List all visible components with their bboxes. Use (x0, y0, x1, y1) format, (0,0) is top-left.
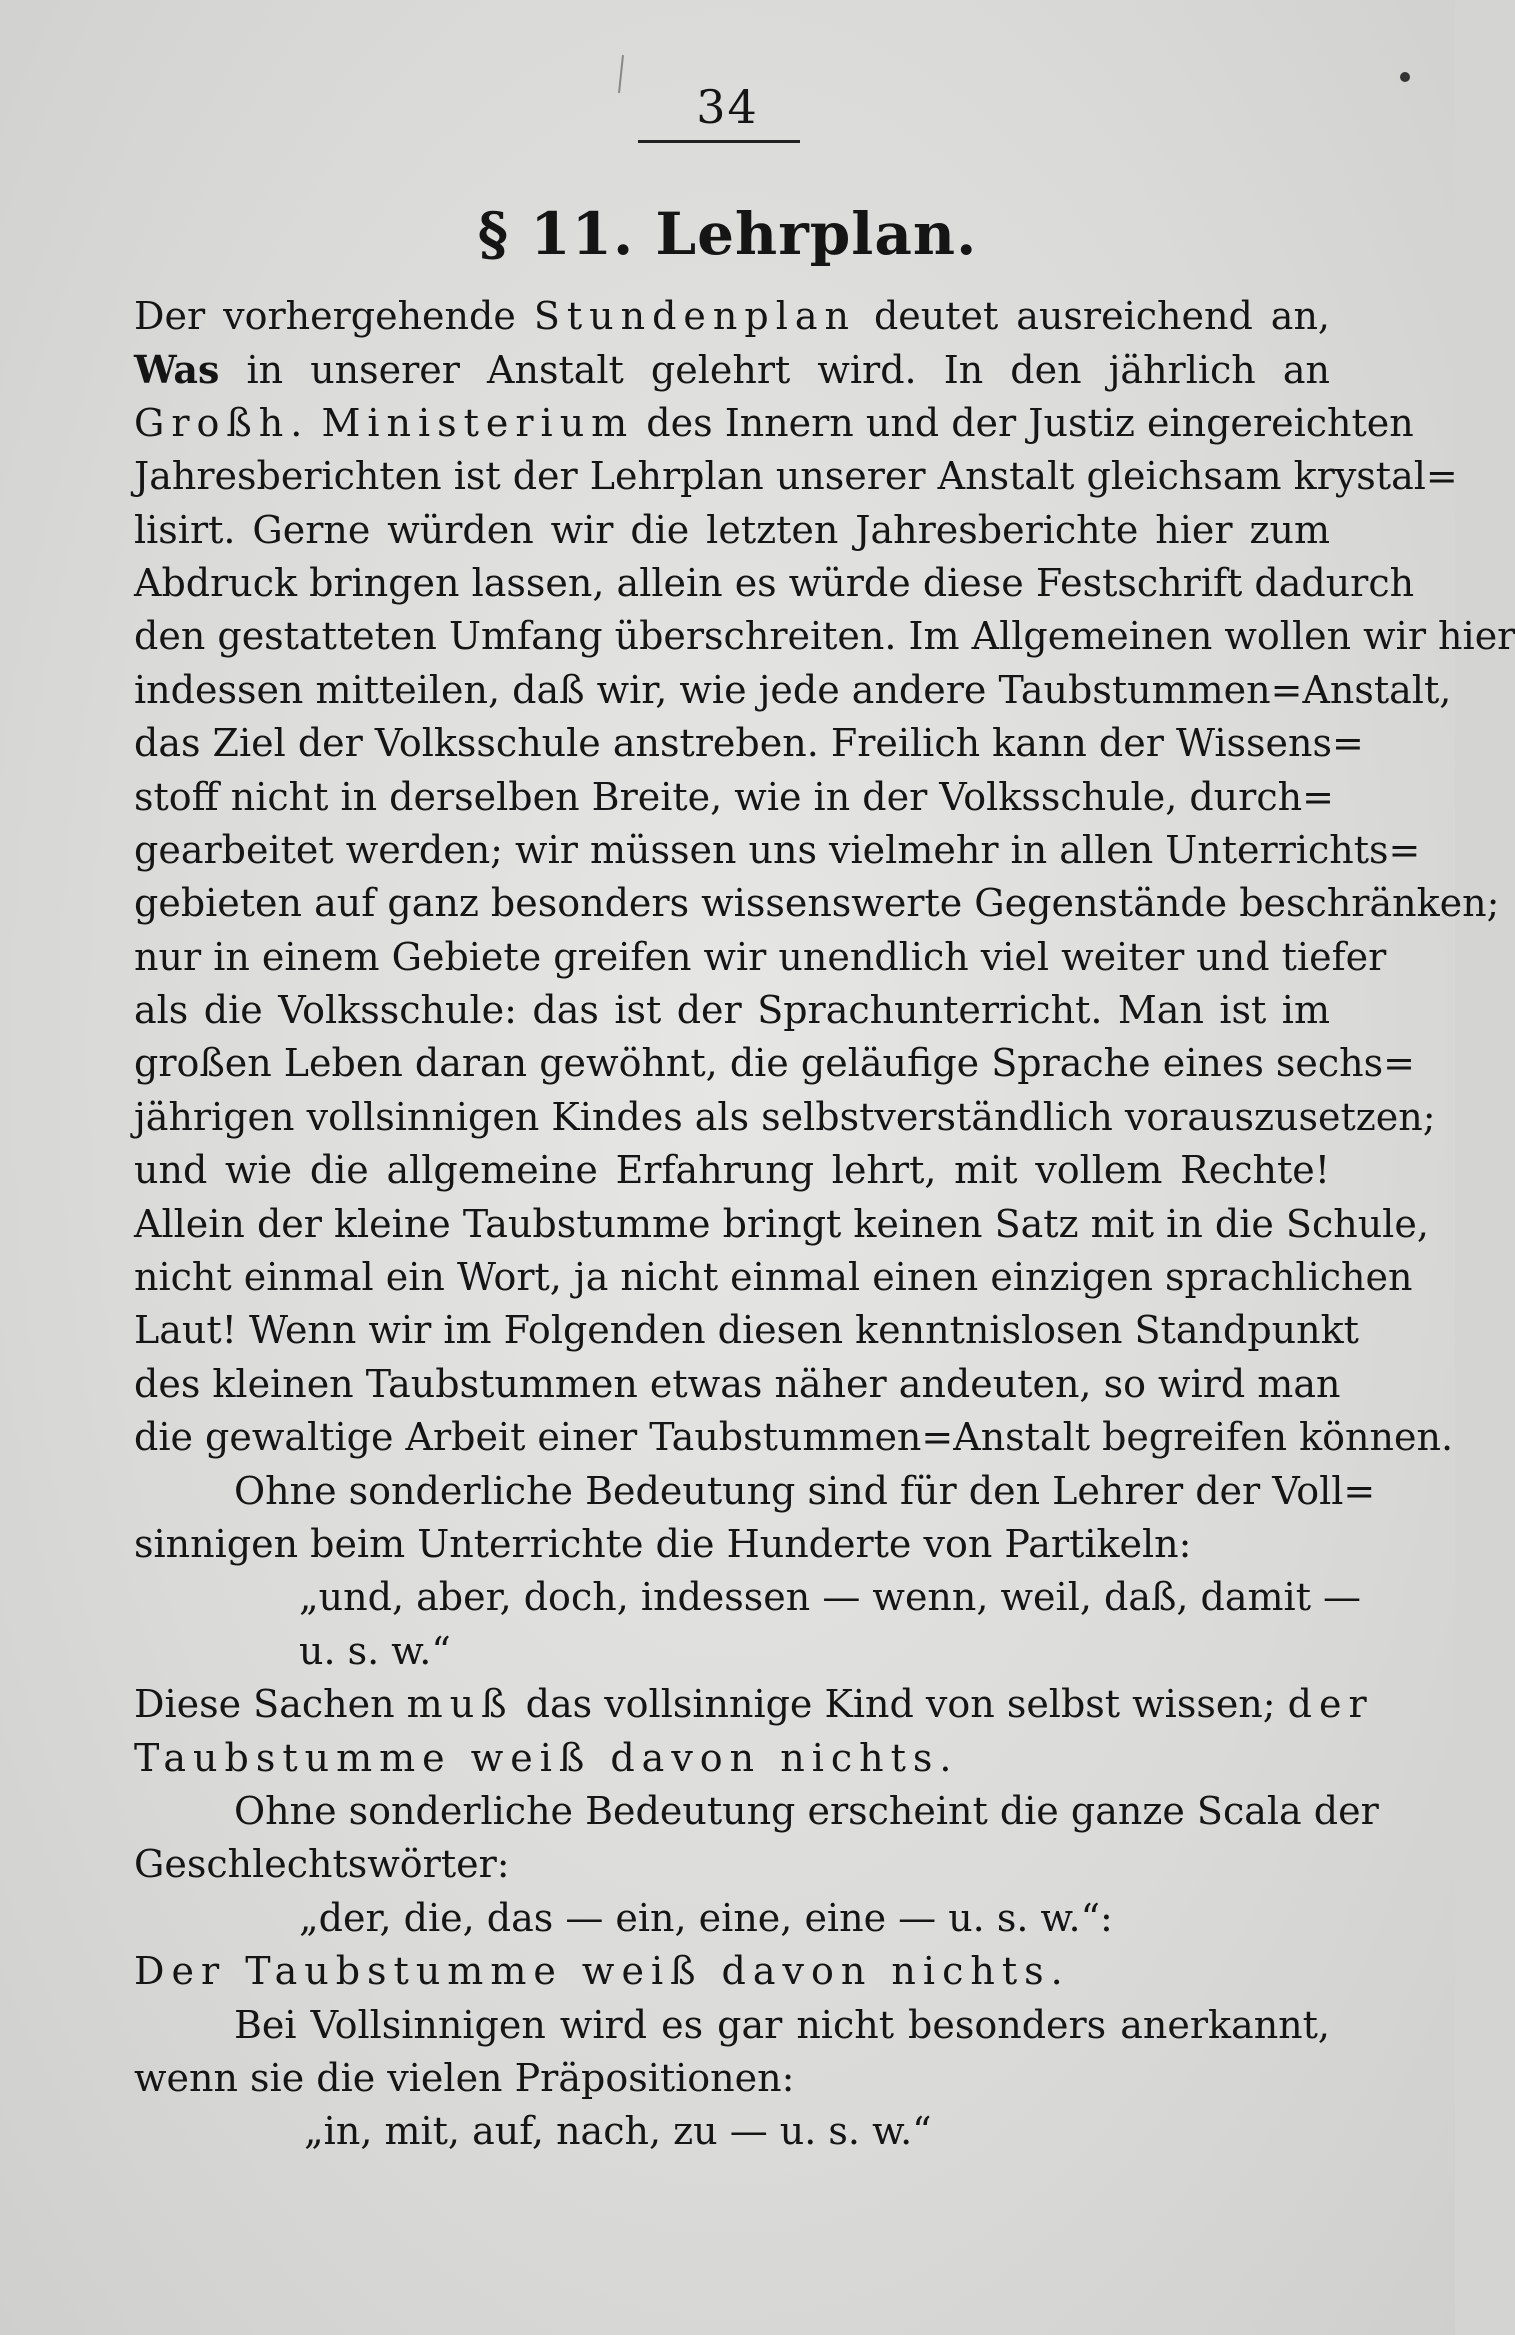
text-line (134, 931, 1387, 984)
text-line (134, 1304, 1359, 1357)
text-line (134, 1945, 1330, 1998)
text-run (309, 401, 321, 445)
text-run: stoff nicht in derselben Breite, wie in der Volksschule, durch= (134, 774, 1334, 819)
text-run: nicht einmal ein Wort, ja nicht einmal einen einzigen sprachlichen (134, 1255, 1413, 1300)
text-run: des Innern und der Justiz eingereichten (634, 400, 1414, 445)
text-line (134, 664, 1452, 717)
text-run: gearbeitet werden; wir müssen uns vielmehr in allen Unterrichts= (134, 827, 1421, 872)
text-line (134, 771, 1334, 824)
text-run: muß (406, 1682, 514, 1727)
text-line (134, 824, 1421, 877)
text-run: Ohne sonderliche Bedeutung erscheint die ganze Scala der (234, 1788, 1379, 1833)
text-line (134, 1838, 1330, 1891)
text-line (134, 1358, 1341, 1411)
text-line (134, 1732, 1330, 1785)
text-run: großen Leben daran gewöhnt, die geläufige Sprache eines sechs= (134, 1041, 1415, 1086)
text-run: in unserer Anstalt gelehrt wird. In den jährlich an (219, 348, 1330, 393)
text-line (134, 557, 1415, 610)
text-run: die gewaltige Arbeit einer Taubstummen=Anstalt begreifen können. (134, 1415, 1454, 1460)
text-run: Stundenplan (533, 294, 856, 338)
text-line (134, 343, 1330, 396)
text-run: deutet ausreichend an, (855, 294, 1330, 338)
text-line (134, 1411, 1454, 1464)
text-line (134, 877, 1500, 930)
text-line (134, 1999, 1330, 2052)
text-line (134, 610, 1515, 663)
text-run: u. s. w.“ (299, 1628, 451, 1673)
text-line (134, 1198, 1429, 1251)
text-run: Diese Sachen (134, 1682, 407, 1727)
section-heading: § 11. Lehrplan. (477, 200, 978, 268)
text-run: Ministerium (321, 400, 635, 445)
text-run: Der vorhergehende (134, 294, 534, 338)
text-run: „in, mit, auf, nach, zu — u. s. w.“ (304, 2109, 932, 2154)
text-line (134, 1465, 1376, 1518)
text-run: „der, die, das — ein, eine, eine — u. s. w.“: (299, 1895, 1113, 1940)
page-number: 34 (696, 80, 759, 134)
text-run: indessen mitteilen, daß wir, wie jede andere Taubstummen=Anstalt, (134, 667, 1452, 712)
text-run: Allein der kleine Taubstumme bringt keinen Satz mit in die Schule, (134, 1201, 1429, 1246)
text-run: Großh. (134, 400, 310, 445)
text-line (134, 1037, 1415, 1090)
text-line (134, 450, 1458, 503)
text-run: der (1287, 1682, 1374, 1727)
text-run: sinnigen beim Unterrichte die Hunderte von Partikeln: (134, 1521, 1192, 1566)
text-line (134, 984, 1330, 1037)
text-line (134, 2052, 1330, 2105)
text-run: den gestatteten Umfang überschreiten. Im Allgemeinen wollen wir hier (134, 614, 1515, 659)
text-run: Bei Vollsinnigen wird es gar nicht besonders anerkannt, (234, 2002, 1330, 2047)
text-run: das vollsinnige Kind von selbst wissen; (513, 1682, 1288, 1727)
text-run: gebieten auf ganz besonders wissenswerte Gegenstände beschränken; (134, 881, 1500, 926)
text-line (134, 2105, 1330, 2158)
text-run: des kleinen Taubstummen etwas näher andeuten, so wird man (134, 1361, 1341, 1406)
text-line (134, 397, 1414, 450)
text-run: Geschlechtswörter: (134, 1842, 510, 1887)
text-run: lisirt. Gerne würden wir die letzten Jahresberichte hier zum (134, 507, 1330, 552)
text-run: jährigen vollsinnigen Kindes als selbstverständlich vorauszusetzen; (134, 1094, 1436, 1139)
text-line (134, 1678, 1374, 1731)
text-run: Laut! Wenn wir im Folgenden diesen kenntnislosen Standpunkt (134, 1308, 1359, 1353)
page-number-rule (638, 140, 800, 143)
text-run: Taubstumme weiß davon nichts. (134, 1735, 959, 1780)
text-run: „und, aber, doch, indessen — wenn, weil, daß, damit — (299, 1575, 1362, 1620)
text-line (134, 1091, 1436, 1144)
text-run: als die Volksschule: das ist der Sprachunterricht. Man ist im (134, 988, 1330, 1033)
text-run: Was (134, 347, 220, 393)
text-run: nur in einem Gebiete greifen wir unendlich viel weiter und tiefer (134, 934, 1387, 979)
text-line (134, 1144, 1330, 1197)
text-run: und wie die allgemeine Erfahrung lehrt, mit vollem Rechte! (134, 1148, 1330, 1193)
text-line (134, 1625, 1330, 1678)
text-run: Der Taubstumme weiß davon nichts. (134, 1949, 1070, 1994)
text-line (134, 290, 1330, 343)
text-line (134, 1571, 1362, 1624)
text-line (134, 1785, 1379, 1838)
body-text (134, 290, 1515, 2159)
text-run: Jahresberichten ist der Lehrplan unserer Anstalt gleichsam krystal= (134, 454, 1458, 499)
text-run: Ohne sonderliche Bedeutung sind für den Lehrer der Voll= (234, 1468, 1376, 1513)
text-run: wenn sie die vielen Präpositionen: (134, 2055, 795, 2100)
text-line (134, 1251, 1413, 1304)
text-line (134, 1518, 1330, 1571)
text-line (134, 1892, 1330, 1945)
text-run: Abdruck bringen lassen, allein es würde diese Festschrift dadurch (134, 560, 1415, 605)
text-line (134, 717, 1364, 770)
text-line (134, 504, 1330, 557)
text-run: das Ziel der Volksschule anstreben. Freilich kann der Wissens= (134, 721, 1364, 766)
